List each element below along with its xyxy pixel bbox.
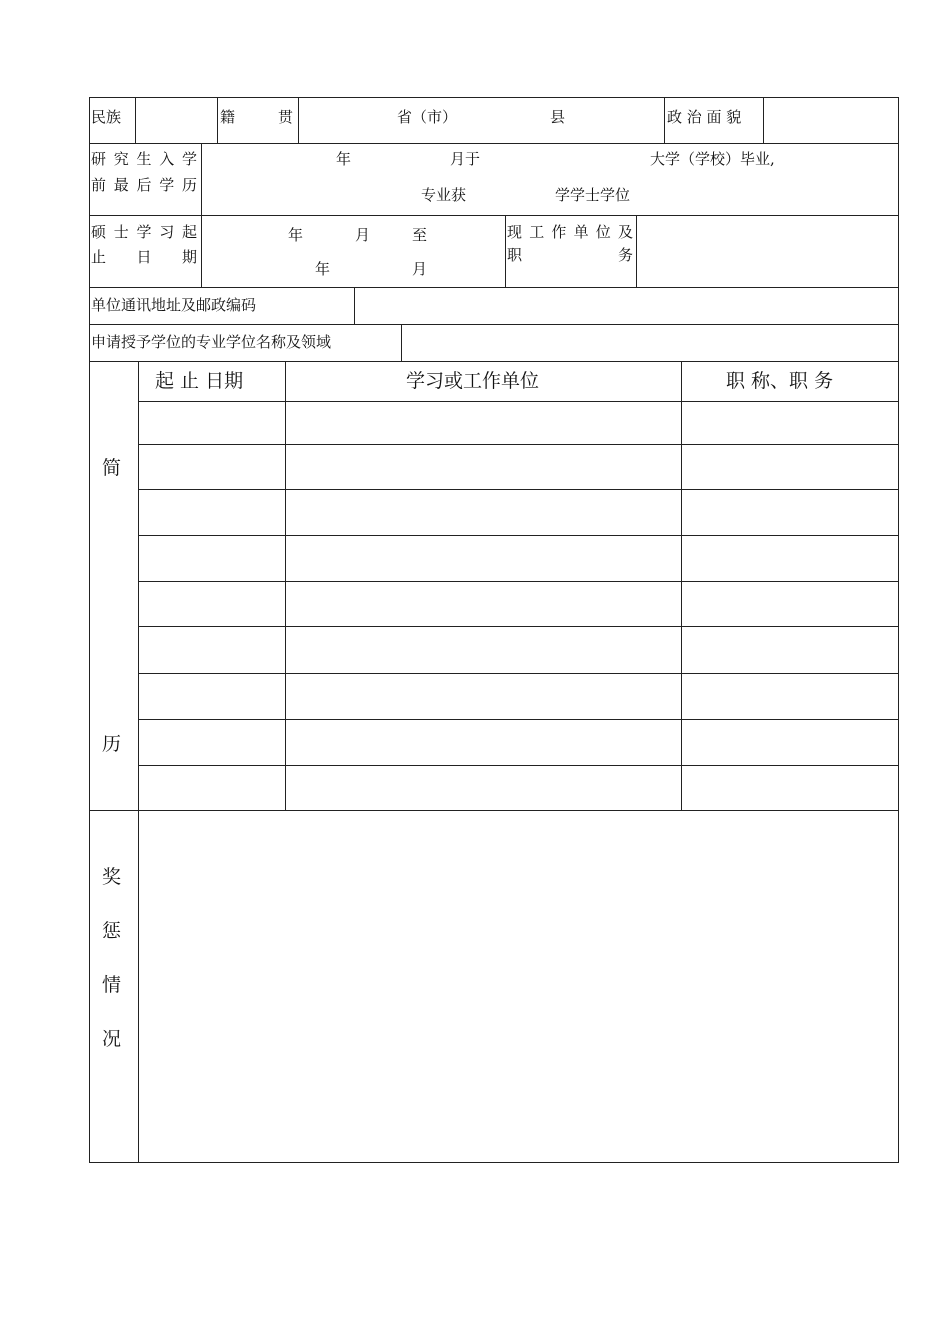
work-unit-field[interactable]: [638, 217, 896, 285]
work-unit-label: 职 务: [507, 246, 633, 264]
ethnicity-label: 民族: [91, 108, 122, 126]
row-line: [89, 143, 899, 144]
master-start-month: 月: [355, 226, 371, 244]
cell-divider: [298, 97, 299, 143]
political-status-label: 政 治 面 貌: [667, 108, 742, 126]
resume-header-title: 职 称、职 务: [726, 370, 834, 392]
cell-divider: [135, 97, 136, 143]
province-text: 省（市）: [397, 108, 458, 126]
row-line: [89, 287, 899, 288]
row-line: [89, 361, 899, 362]
prior-edu-year: 年: [336, 150, 352, 168]
border-right: [898, 97, 899, 1162]
row-line: [89, 97, 899, 98]
cell-divider: [285, 361, 286, 810]
cell-divider: [354, 287, 355, 324]
master-end-month: 月: [412, 260, 428, 278]
row-line: [89, 215, 899, 216]
ethnicity-field[interactable]: [137, 99, 215, 141]
row-line: [89, 1162, 899, 1163]
awards-label: 惩: [102, 920, 122, 942]
resume-header-unit: 学习或工作单位: [406, 370, 540, 392]
address-label: 单位通讯地址及邮政编码: [91, 296, 257, 314]
resume-row-line: [138, 673, 899, 674]
resume-row-line: [138, 444, 899, 445]
cell-divider: [636, 215, 637, 287]
prior-education-label: 前最后学历: [91, 176, 197, 194]
resume-header-dates: 起 止 日期: [155, 370, 244, 392]
cell-divider: [763, 97, 764, 143]
prior-edu-graduated: 大学（学校）毕业,: [650, 150, 775, 168]
cell-divider: [401, 324, 402, 361]
master-start-year: 年: [288, 226, 304, 244]
resume-row-line: [138, 401, 899, 402]
master-to: 至: [412, 226, 428, 244]
resume-row-line: [138, 581, 899, 582]
prior-edu-month: 月于: [450, 150, 481, 168]
cell-divider: [201, 215, 202, 287]
cell-divider: [201, 143, 202, 215]
awards-field[interactable]: [140, 812, 896, 1160]
degree-field-input[interactable]: [403, 326, 896, 359]
prior-edu-bachelor: 学学士学位: [555, 186, 631, 204]
resume-side-label: 历: [102, 733, 122, 755]
resume-side-label: 简: [102, 457, 122, 479]
cell-divider: [138, 361, 139, 1162]
county-text: 县: [550, 108, 566, 126]
resume-row-line: [138, 719, 899, 720]
cell-divider: [217, 97, 218, 143]
prior-education-label: 研究生入学: [91, 150, 197, 168]
cell-divider: [681, 361, 682, 810]
resume-row-line: [138, 489, 899, 490]
prior-edu-major: 专业获: [421, 186, 467, 204]
native-place-label: 籍 贯: [220, 108, 293, 126]
awards-label: 情: [102, 974, 122, 996]
resume-row-line: [138, 626, 899, 627]
border-left: [89, 97, 90, 1162]
master-period-label: 硕士学习起: [91, 223, 197, 241]
work-unit-label: 现工作单位及: [507, 223, 633, 241]
master-period-label: 止 日 期: [91, 248, 197, 266]
resume-row-line: [138, 765, 899, 766]
master-end-year: 年: [315, 260, 331, 278]
degree-field-label: 申请授予学位的专业学位名称及领域: [91, 333, 332, 351]
row-line: [89, 810, 899, 811]
political-status-field[interactable]: [765, 99, 896, 141]
resume-row-line: [138, 535, 899, 536]
awards-label: 奖: [102, 866, 122, 888]
address-field[interactable]: [356, 289, 896, 322]
awards-label: 况: [102, 1028, 122, 1050]
cell-divider: [664, 97, 665, 143]
row-line: [89, 324, 899, 325]
cell-divider: [505, 215, 506, 287]
